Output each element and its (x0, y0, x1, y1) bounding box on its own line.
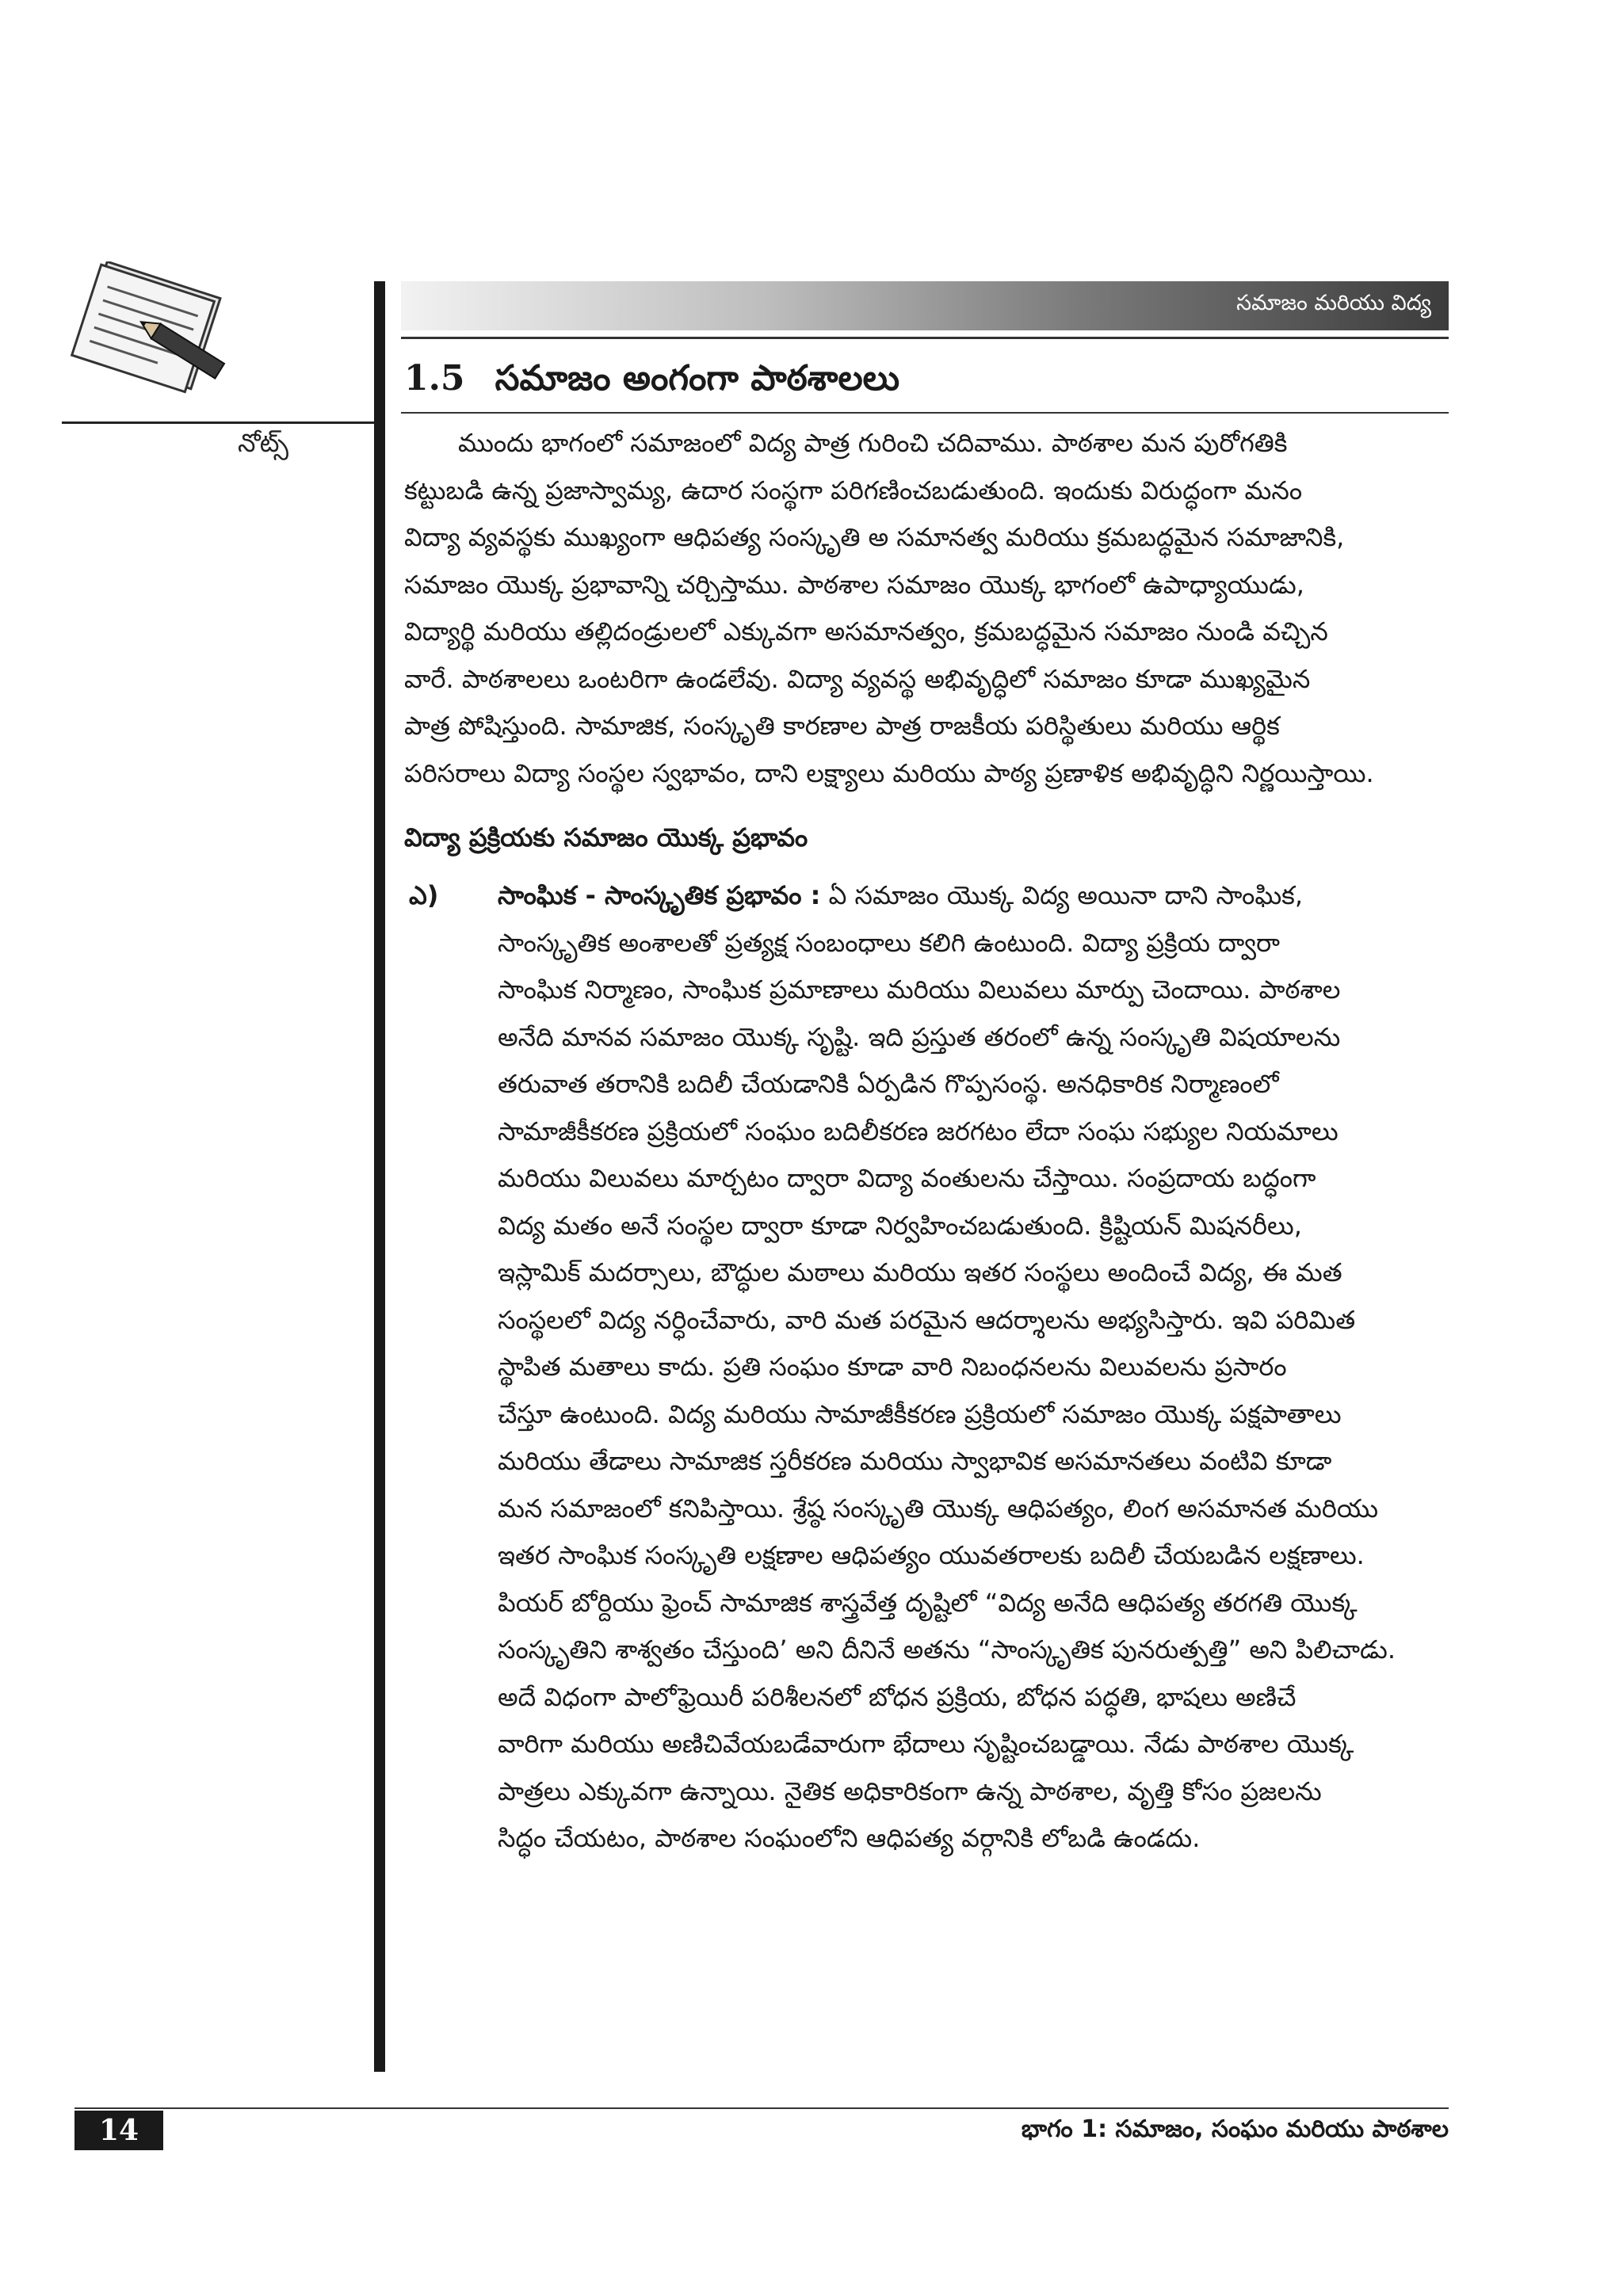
text-line: మరియు విలువలు మార్చటం ద్వారా విద్యా వంతులను చేస్తాయి. సంప్రదాయ బద్ధంగా (498, 1163, 1316, 1193)
section-title: సమాజం అంగంగా పాఠశాలలు (495, 358, 900, 399)
text-line: వారే. పాఠశాలలు ఒంటరిగా ఉండలేవు. విద్యా వ్యవస్థ అభివృద్ధిలో సమాజం కూడా ముఖ్యమైన (404, 663, 1311, 694)
text-line: సాంఘిక - సాంస్కృతిక ప్రభావం : ఏ సమాజం యొక్క విద్య అయినా దాని సాంఘిక, (498, 880, 1304, 910)
page-number: 14 (74, 2111, 163, 2150)
text-line: అనేది మానవ సమాజం యొక్క సృష్టి. ఇది ప్రస్తుత తరంలో ఉన్న సంస్కృతి విషయాలను (498, 1021, 1341, 1052)
subheading: విద్యా ప్రక్రియకు సమాజం యొక్క ప్రభావం (404, 822, 808, 852)
margin-rule (62, 421, 375, 424)
intro-paragraph (404, 420, 1447, 797)
content-vertical-bar (374, 281, 385, 2072)
header-rule (401, 337, 1449, 339)
text-line: విద్యా వ్యవస్థకు ముఖ్యంగా ఆధిపత్య సంస్కృతి అ సమానత్వ మరియు క్రమబద్ధమైన సమాజానికి, (404, 522, 1345, 552)
text-line: విద్యార్థి మరియు తల్లిదండ్రులలో ఎక్కువగా అసమానత్వం, క్రమబద్ధమైన సమాజం నుండి వచ్చిన (404, 616, 1328, 646)
text-line: చేస్తూ ఉంటుంది. విద్య మరియు సామాజీకీకరణ ప్రక్రియలో సమాజం యొక్క పక్షపాతాలు (498, 1398, 1342, 1429)
text-line: పరిసరాలు విద్యా సంస్థల స్వభావం, దాని లక్ష్యాలు మరియు పాఠ్య ప్రణాళిక అభివృద్ధిని నిర్ణయిస్తాయి. (404, 757, 1374, 788)
text-line: విద్య మతం అనే సంస్థల ద్వారా కూడా నిర్వహించబడుతుంది. క్రిష్టియన్ మిషనరీలు, (498, 1210, 1302, 1241)
text-line: పాత్రలు ఎక్కువగా ఉన్నాయి. నైతిక అధికారికంగా ఉన్న పాఠశాల, వృత్తి కోసం ప్రజలను (498, 1775, 1322, 1806)
text-line: తరువాత తరానికి బదిలీ చేయడానికి ఏర్పడిన గొప్పసంస్థ. అనధికారిక నిర్మాణంలో (498, 1069, 1279, 1099)
text-line: ఇస్లామిక్ మదర్సాలు, బౌద్ధుల మఠాలు మరియు ఇతర సంస్థలు అందించే విద్య, ఈ మత (498, 1257, 1342, 1287)
item-lead: సాంఘిక - సాంస్కృతిక ప్రభావం : (498, 880, 821, 910)
list-item-body (498, 872, 1447, 1863)
text-line: వారిగా మరియు అణిచివేయబడేవారుగా భేదాలు సృష్టించబడ్డాయి. నేడు పాఠశాల యొక్క (498, 1729, 1354, 1759)
section-number: 1.5 (404, 358, 465, 399)
text-line: సంస్థలలో విద్య నర్ధించేవారు, వారి మత పరమైన ఆదర్శాలను అభ్యసిస్తారు. ఇవి పరిమిత (498, 1304, 1356, 1335)
list-item-label: ఎ) (409, 880, 439, 910)
text-line: సిద్ధం చేయటం, పాఠశాల సంఘంలోని ఆధిపత్య వర్గానికి లోబడి ఉండదు. (498, 1823, 1201, 1853)
text-line: పాత్ర పోషిస్తుంది. సామాజిక, సంస్కృతి కారణాల పాత్ర రాజకీయ పరిస్థితులు మరియు ఆర్థిక (404, 711, 1280, 741)
text-line: సమాజం యొక్క ప్రభావాన్ని చర్చిస్తాము. పాఠశాల సమాజం యొక్క భాగంలో ఉపాధ్యాయుడు, (404, 569, 1304, 600)
notes-pencil-icon (55, 261, 238, 404)
text-line: స్థాపిత మతాలు కాదు. ప్రతి సంఘం కూడా వారి నిబంధనలను విలువలను ప్రసారం (498, 1352, 1287, 1382)
text-line: పియర్ బోర్దియు ఫ్రెంచ్ సామాజిక శాస్త్రవేత్త దృష్టిలో “విద్య అనేది ఆధిపత్య తరగతి యొక్క (498, 1587, 1358, 1618)
text-line: మరియు తేడాలు సామాజిక స్తరీకరణ మరియు స్వాభావిక అసమానతలు వంటివి కూడా (498, 1446, 1332, 1476)
footer-rule (74, 2107, 1449, 2109)
text-line: సాంస్కృతిక అంశాలతో ప్రత్యక్ష సంబంధాలు కలిగి ఉంటుంది. విద్యా ప్రక్రియ ద్వారా (498, 927, 1280, 958)
section-heading (404, 358, 899, 407)
text-line: మన సమాజంలో కనిపిస్తాయి. శ్రేష్ఠ సంస్కృతి యొక్క ఆధిపత్యం, లింగ అసమానత మరియు (498, 1493, 1379, 1524)
running-header (401, 281, 1449, 330)
text-line: సాంఘిక నిర్మాణం, సాంఘిక ప్రమాణాలు మరియు విలువలు మార్పు చెందాయి. పాఠశాల (498, 974, 1341, 1005)
text-line: అదే విధంగా పాలోఫ్రెయిరీ పరిశీలనలో బోధన ప్రక్రియ, బోధన పద్ధతి, భాషలు అణిచే (498, 1681, 1296, 1712)
margin-notes-label: నోట్స్ (238, 428, 289, 458)
text-line: ముందు భాగంలో సమాజంలో విద్య పాత్ర గురించి చదివాము. పాఠశాల మన పురోగతికి (458, 428, 1288, 458)
title-rule (401, 412, 1449, 414)
text-line: సంస్కృతిని శాశ్వతం చేస్తుంది’ అని దీనినే అతను “సాంస్కృతిక పునరుత్పత్తి” అని పిలిచాడు. (498, 1634, 1396, 1665)
footer-title: భాగం 1: సమాజం, సంఘం మరియు పాఠశాల (1021, 2115, 1449, 2143)
list-item-a (404, 872, 1447, 1863)
text-line: సామాజీకీకరణ ప్రక్రియలో సంఘం బదిలీకరణ జరగటం లేదా సంఘ సభ్యుల నియమాలు (498, 1116, 1338, 1146)
running-header-title: సమాజం మరియు విద్య (1236, 291, 1431, 315)
text-line: ఇతర సాంఘిక సంస్కృతి లక్షణాల ఆధిపత్యం యువతరాలకు బదిలీ చేయబడిన లక్షణాలు. (498, 1540, 1365, 1570)
text-line: కట్టుబడి ఉన్న ప్రజాస్వామ్య, ఉదార సంస్థగా పరిగణించబడుతుంది. ఇందుకు విరుద్ధంగా మనం (404, 475, 1303, 505)
main-content (404, 420, 1447, 1863)
